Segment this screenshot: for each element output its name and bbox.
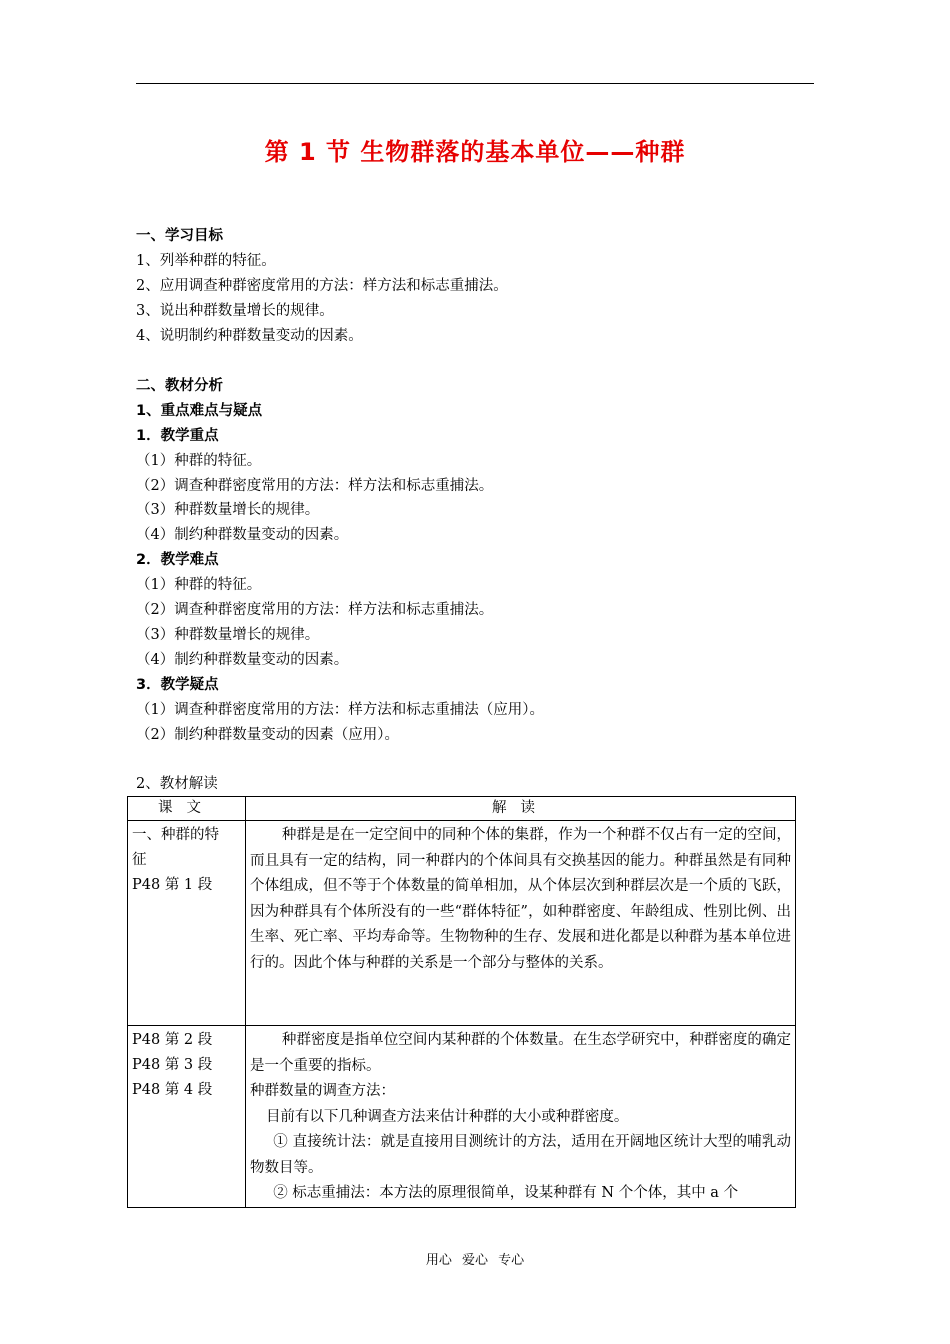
difficult-point-item: （2）调查种群密度常用的方法：样方法和标志重捕法。	[136, 602, 494, 618]
source-line: P48 第 1 段	[132, 877, 213, 893]
source-line: 一、种群的特	[132, 827, 219, 843]
section1-heading: 一、学习目标	[136, 228, 223, 244]
table-cell-source	[128, 1026, 246, 1208]
subsection-heading: 2、教材解读	[136, 776, 218, 792]
key-point-item: （1）种群的特征。	[136, 453, 262, 469]
table-row	[128, 1026, 796, 1208]
interpretation-paragraph: 种群密度是指单位空间内某种群的个体数量。在生态学研究中，种群密度的确定是一个重要的指标。	[250, 1032, 791, 1074]
interpretation-paragraph: ② 标志重捕法：本方法的原理很简单，设某种群有 N 个个体，其中 a 个	[273, 1185, 739, 1201]
interpretation-paragraph: 种群数量的调查方法：	[250, 1083, 395, 1099]
difficult-point-item: （4）制约种群数量变动的因素。	[136, 652, 349, 668]
table-header-cell: 课文	[128, 797, 246, 821]
doubt-point-item: （2）制约种群数量变动的因素（应用）。	[136, 727, 399, 743]
objective-item: 3、说出种群数量增长的规律。	[136, 303, 334, 319]
source-line: P48 第 4 段	[132, 1082, 213, 1098]
page-footer: 用心 爱心 专心	[425, 1253, 525, 1268]
objective-item: 4、说明制约种群数量变动的因素。	[136, 328, 363, 344]
source-line: P48 第 2 段	[132, 1032, 213, 1048]
table-cell-interpretation	[246, 1026, 796, 1208]
objective-item: 2、应用调查种群密度常用的方法：样方法和标志重捕法。	[136, 278, 508, 294]
doubt-point-item: （1）调查种群密度常用的方法：样方法和标志重捕法（应用）。	[136, 702, 544, 718]
difficult-point-item: （1）种群的特征。	[136, 577, 262, 593]
source-line: 征	[132, 852, 147, 868]
section2-heading: 二、教材分析	[136, 378, 223, 394]
page-title: 第 1 节 生物群落的基本单位——种群	[264, 138, 686, 166]
table-cell-interpretation	[246, 821, 796, 1026]
interpretation-paragraph: 种群是是在一定空间中的同种个体的集群，作为一个种群不仅占有一定的空间，而且具有一定的结构，同一种群内的个体间具有交换基因的能力。种群虽然是有同种个体组成，但不等于个体数量的简单相加，从个体层次到种群层次是一个质的飞跃，因为种群具有个体所没有的一些“群体特征”，如种群密度、年龄组成、性别比例、出生率、死亡率、平均寿命等。生物物种的生存、发展和进化都是以种群为基本单位进行的。因此个体与种群的关系是一个部分与整体的关系。	[250, 827, 791, 971]
key-point-item: （3）种群数量增长的规律。	[136, 502, 320, 518]
table-header-row	[128, 797, 796, 821]
objective-item: 1、列举种群的特征。	[136, 253, 276, 269]
interpretation-paragraph: ① 直接统计法：就是直接用目测统计的方法，适用在开阔地区统计大型的哺乳动物数目等。	[250, 1134, 791, 1176]
difficult-points-heading: 2．教学难点	[136, 552, 219, 568]
header-rule	[136, 83, 814, 84]
key-point-item: （4）制约种群数量变动的因素。	[136, 527, 349, 543]
table-row	[128, 821, 796, 1026]
difficult-point-item: （3）种群数量增长的规律。	[136, 627, 320, 643]
key-point-item: （2）调查种群密度常用的方法：样方法和标志重捕法。	[136, 478, 494, 494]
textbook-analysis-table	[127, 796, 796, 1208]
table-cell-source	[128, 821, 246, 1026]
subsection-heading: 1、重点难点与疑点	[136, 403, 263, 419]
source-line: P48 第 3 段	[132, 1057, 213, 1073]
key-points-heading: 1．教学重点	[136, 428, 219, 444]
table-header-cell: 解读	[246, 797, 796, 821]
interpretation-paragraph: 目前有以下几种调查方法来估计种群的大小或种群密度。	[265, 1108, 629, 1125]
doubt-points-heading: 3．教学疑点	[136, 677, 219, 693]
